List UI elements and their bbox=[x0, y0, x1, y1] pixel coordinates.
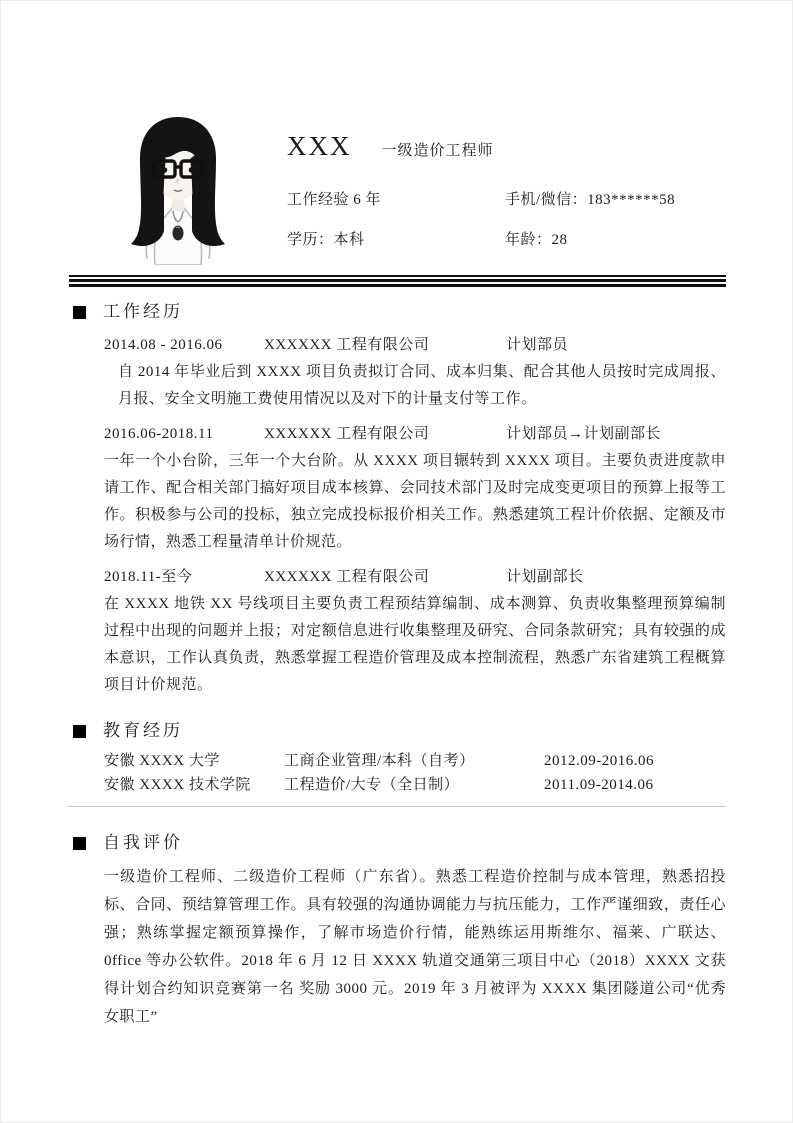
candidate-job-title: 一级造价工程师 bbox=[381, 143, 494, 159]
self-evaluation-header bbox=[73, 831, 726, 855]
education-title: 教育经历 bbox=[103, 721, 183, 740]
header-info bbox=[287, 113, 726, 265]
work-entry-period: 2018.11-至今 bbox=[104, 569, 193, 585]
work-entry bbox=[104, 333, 726, 413]
education-period: 2011.09-2014.06 bbox=[544, 777, 654, 793]
education-row bbox=[104, 773, 726, 797]
work-entry-company: XXXXXX 工程有限公司 bbox=[264, 569, 430, 585]
education-major: 工商企业管理/本科（自考） bbox=[284, 753, 475, 769]
work-history-header bbox=[73, 300, 726, 324]
work-entry-description: 自 2014 年毕业后到 XXXX 项目负责拟订合同、成本归集、配合其他人员按时完成周报、月报、安全文明施工费使用情况以及对下的计量支付等工作。 bbox=[118, 364, 726, 407]
resume-header bbox=[119, 113, 726, 265]
work-history-title: 工作经历 bbox=[103, 302, 183, 321]
self-evaluation-text: 一级造价工程师、二级造价工程师（广东省）。熟悉工程造价控制与成本管理，熟悉招投标、合同、预结算管理工作。具有较强的沟通协调能力与抗压能力，工作严谨细致，责任心强；熟练掌握定额预算操作，了解市场造价行情，能熟练运用斯维尔、福莱、广联达、0ffice 等办公软件。2018 年 6 月 12 日 XXXX 轨道交通第三项目中心（2018）XXXX 文获得计划合约知识竞赛第一名 奖励 3000 元。2019 年 3 月被评为 XXXX 集团隧道公司“优秀女职工” bbox=[104, 869, 726, 1025]
square-bullet-icon bbox=[73, 837, 86, 850]
section-work-history bbox=[73, 300, 726, 699]
work-entry-description: 一年一个小台阶，三年一个大台阶。从 XXXX 项目辗转到 XXXX 项目。主要负责进度款申请工作、配合相关部门搞好项目成本核算、会同技术部门及时完成变更项目的预算上报等工作。积极参与公司的投标，独立完成投标报价相关工作。熟悉建筑工程计价依据、定额及市场行情，熟悉工程量清单计价规范。 bbox=[104, 453, 726, 550]
square-bullet-icon bbox=[73, 725, 86, 738]
self-evaluation-title: 自我评价 bbox=[103, 833, 183, 852]
phone-wechat: 手机/微信：183******58 bbox=[505, 192, 676, 208]
age: 年龄：28 bbox=[505, 232, 568, 248]
work-entry-position: 计划部员 bbox=[506, 337, 569, 353]
work-entry-header-row bbox=[104, 333, 726, 357]
education-major: 工程造价/大专（全日制） bbox=[284, 777, 460, 793]
work-entry-period: 2014.08 - 2016.06 bbox=[104, 337, 223, 353]
education-school: 安徽 XXXX 技术学院 bbox=[104, 777, 251, 793]
work-entry-company: XXXXXX 工程有限公司 bbox=[264, 337, 430, 353]
education-period: 2012.09-2016.06 bbox=[544, 753, 654, 769]
header-separator-rule bbox=[69, 275, 726, 287]
work-entry-company: XXXXXX 工程有限公司 bbox=[264, 426, 430, 442]
work-entry-position: 计划副部长 bbox=[506, 569, 584, 585]
experience-years: 工作经验 6 年 bbox=[287, 192, 382, 208]
work-entry bbox=[104, 422, 726, 556]
work-entry-description: 在 XXXX 地铁 XX 号线项目主要负责工程预结算编制、成本测算、负责收集整理预算编制过程中出现的问题并上报；对定额信息进行收集整理及研究、合同条款研究；具有较强的成本意识，工作认真负责，熟悉掌握工程造价管理及成本控制流程，熟悉广东省建筑工程概算项目计价规范。 bbox=[104, 596, 726, 693]
cartoon-girl-avatar-icon bbox=[119, 113, 237, 265]
education-header bbox=[73, 719, 726, 743]
education-level: 学历：本科 bbox=[287, 232, 365, 248]
section-self-evaluation bbox=[73, 831, 726, 1031]
section-education bbox=[73, 719, 726, 807]
work-entry-position: 计划部员→计划副部长 bbox=[506, 426, 662, 442]
candidate-name: XXX bbox=[287, 131, 352, 161]
education-school: 安徽 XXXX 大学 bbox=[104, 753, 220, 769]
work-entry-period: 2016.06-2018.11 bbox=[104, 426, 214, 442]
contact-info-grid bbox=[287, 190, 726, 251]
work-entry-header-row bbox=[104, 565, 726, 589]
section-divider-line bbox=[67, 806, 726, 807]
square-bullet-icon bbox=[73, 306, 86, 319]
avatar bbox=[119, 113, 237, 265]
work-entry bbox=[104, 565, 726, 699]
name-row bbox=[287, 129, 726, 168]
education-row bbox=[104, 749, 726, 773]
work-entry-header-row bbox=[104, 422, 726, 446]
